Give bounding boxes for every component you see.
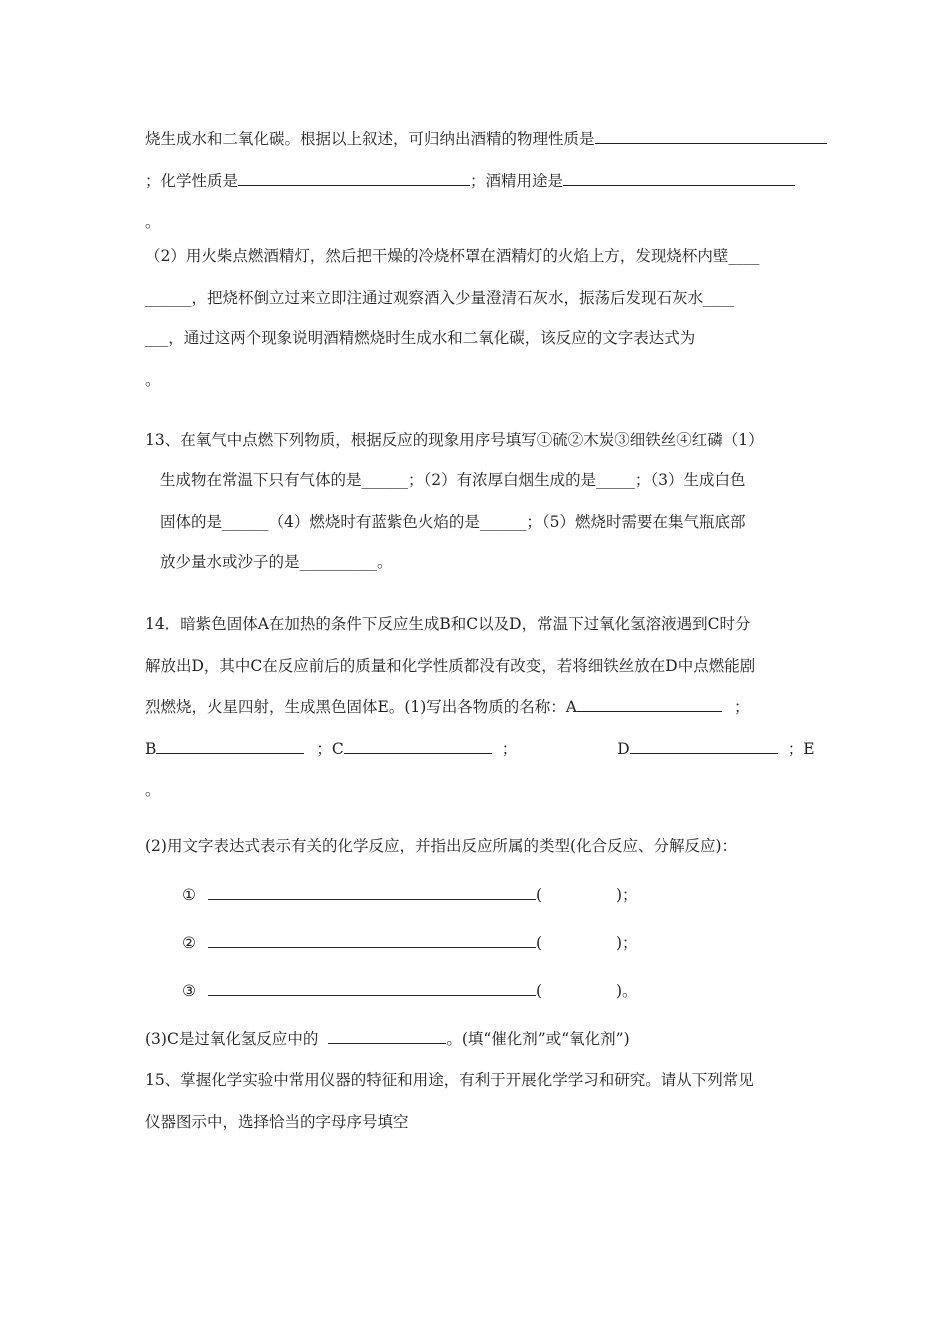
q13-line-2: 生成物在常温下只有气体的是______；（2）有浓厚白烟生成的是_____；（3）生成白色 — [160, 471, 746, 489]
blank-substance-c[interactable] — [344, 738, 492, 754]
blank-physical-property[interactable] — [595, 128, 827, 144]
q14-equation-1: ① ( )； — [182, 886, 638, 904]
q12-line-1: 烧生成水和二氧化碳。根据以上叙述，可归纳出酒精的物理性质是 — [145, 128, 827, 149]
blank-equation-3[interactable] — [208, 980, 536, 996]
q12-line-6: ___，通过这两个现象说明酒精燃烧时生成水和二氧化碳，该反应的文字表达式为 — [145, 329, 696, 347]
q15-line-1: 15、掌握化学实验中常用仪器的特征和用途，有利于开展化学学习和研究。请从下列常见 — [145, 1071, 754, 1089]
q13-line-4: 放少量水或沙子的是__________。 — [160, 553, 393, 571]
q12-line-5: ______，把烧杯倒立过来立即注通过观察酒入少量澄清石灰水，振荡后发现石灰水____ — [145, 289, 735, 307]
blank-substance-d[interactable] — [630, 738, 778, 754]
blank-substance-b[interactable] — [156, 738, 304, 754]
blank-substance-a[interactable] — [577, 696, 722, 712]
blank-alcohol-use[interactable] — [563, 170, 795, 186]
blank-chemical-property[interactable] — [238, 170, 470, 186]
q13-line-3: 固体的是______（4）燃烧时有蓝紫色火焰的是______；（5）燃烧时需要在集气瓶底部 — [160, 513, 746, 531]
blank-catalyst[interactable] — [328, 1028, 446, 1044]
q12-line-2: ；化学性质是 ；酒精用途是 — [145, 170, 795, 191]
q14-line-4: B ；C ； D ；E — [145, 740, 815, 758]
blank-equation-1[interactable] — [208, 884, 536, 900]
q12-line-4: （2）用火柴点燃酒精灯，然后把干燥的冷烧杯罩在酒精灯的火焰上方，发现烧杯内壁____ — [145, 247, 760, 265]
q13-line-1: 13、在氧气中点燃下列物质，根据反应的现象用序号填写①硫②木炭③细铁丝④红磷（1） — [145, 431, 764, 449]
q14-line-6: (2)用文字表达式表示有关的化学反应，并指出反应所属的类型(化合反应、分解反应)： — [145, 837, 738, 855]
blank-equation-2[interactable] — [208, 932, 536, 948]
q14-line-10: (3)C是过氧化氢反应中的 。(填“催化剂”或“氧化剂”) — [145, 1030, 630, 1048]
q12-line-7: 。 — [145, 371, 161, 389]
q14-line-5: 。 — [145, 781, 161, 799]
q14-line-2: 解放出D，其中C在反应前后的质量和化学性质都没有改变，若将细铁丝放在D中点燃能剧 — [145, 657, 756, 675]
q14-line-1: 14．暗紫色固体A在加热的条件下反应生成B和C以及D，常温下过氧化氢溶液遇到C时分 — [145, 615, 751, 633]
q14-line-3: 烈燃烧，火星四射，生成黑色固体E。(1)写出各物质的名称：A ； — [145, 698, 750, 716]
q15-line-2: 仪器图示中，选择恰当的字母序号填空 — [145, 1113, 409, 1131]
q12-line-3: 。 — [145, 213, 161, 231]
q14-equation-2: ② ( )； — [182, 934, 638, 952]
q14-equation-3: ③ ( )。 — [182, 982, 638, 1000]
